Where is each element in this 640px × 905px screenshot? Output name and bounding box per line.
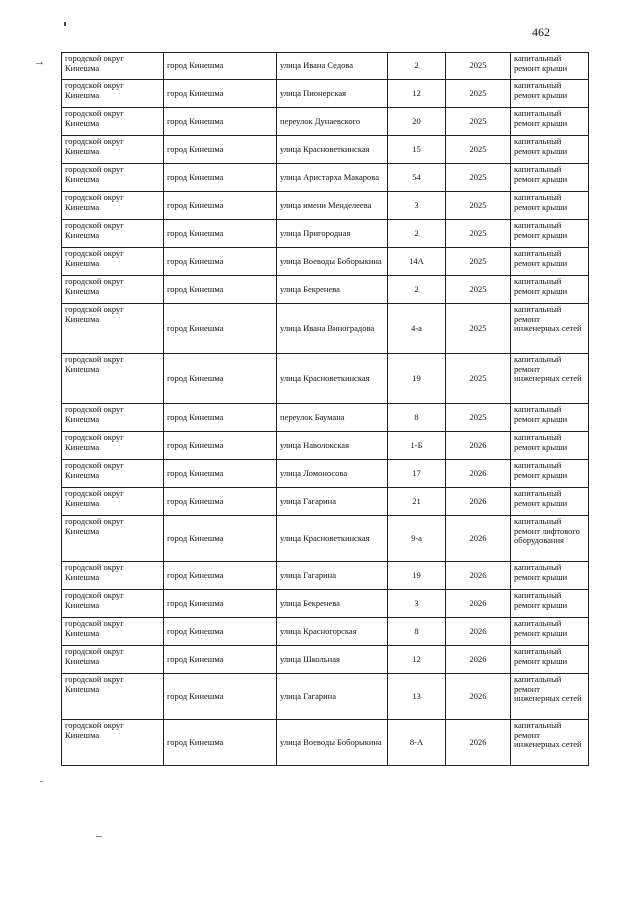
- margin-arrow-icon: →: [34, 56, 45, 68]
- street-cell: улица Бекренева: [277, 590, 388, 618]
- table-row: [62, 276, 589, 304]
- house-number-cell: 2: [388, 53, 446, 80]
- work-type-cell: капитальный ремонт крыши: [511, 460, 589, 488]
- city-cell: город Кинешма: [164, 136, 277, 164]
- house-number-cell: 54: [388, 164, 446, 192]
- house-number-cell: 2: [388, 220, 446, 248]
- district-cell: городской округ Кинешма: [62, 590, 164, 618]
- city-cell: город Кинешма: [164, 248, 277, 276]
- district-cell: городской округ Кинешма: [62, 562, 164, 590]
- work-type-cell: капитальный ремонт крыши: [511, 590, 589, 618]
- house-number-cell: 12: [388, 80, 446, 108]
- house-number-cell: 8: [388, 404, 446, 432]
- street-cell: улица Бекренева: [277, 276, 388, 304]
- table-row: [62, 248, 589, 276]
- work-type-cell: капитальный ремонт крыши: [511, 646, 589, 674]
- year-cell: 2026: [446, 488, 511, 516]
- table-row: [62, 618, 589, 646]
- house-number-cell: 4-а: [388, 304, 446, 354]
- street-cell: улица Наволокская: [277, 432, 388, 460]
- district-cell: городской округ Кинешма: [62, 248, 164, 276]
- work-type-cell: капитальный ремонт крыши: [511, 192, 589, 220]
- table-row: [62, 562, 589, 590]
- street-cell: улица Гагарина: [277, 562, 388, 590]
- work-type-cell: капитальный ремонт инженерных сетей: [511, 354, 589, 404]
- district-cell: городской округ Кинешма: [62, 646, 164, 674]
- street-cell: улица Красноветкинская: [277, 516, 388, 562]
- year-cell: 2025: [446, 108, 511, 136]
- district-cell: городской округ Кинешма: [62, 192, 164, 220]
- city-cell: город Кинешма: [164, 646, 277, 674]
- year-cell: 2026: [446, 590, 511, 618]
- city-cell: город Кинешма: [164, 590, 277, 618]
- repair-schedule-table: [61, 52, 589, 766]
- house-number-cell: 2: [388, 276, 446, 304]
- house-number-cell: 12: [388, 646, 446, 674]
- house-number-cell: 1-Б: [388, 432, 446, 460]
- street-cell: улица Воеводы Боборыкина: [277, 248, 388, 276]
- city-cell: город Кинешма: [164, 460, 277, 488]
- street-cell: улица Гагарина: [277, 488, 388, 516]
- house-number-cell: 15: [388, 136, 446, 164]
- district-cell: городской округ Кинешма: [62, 460, 164, 488]
- street-cell: улица Пригородная: [277, 220, 388, 248]
- district-cell: городской округ Кинешма: [62, 674, 164, 720]
- year-cell: 2025: [446, 192, 511, 220]
- work-type-cell: капитальный ремонт крыши: [511, 432, 589, 460]
- table-row: [62, 488, 589, 516]
- city-cell: город Кинешма: [164, 276, 277, 304]
- page-number: 462: [532, 25, 550, 39]
- work-type-cell: капитальный ремонт крыши: [511, 80, 589, 108]
- table-row: [62, 720, 589, 766]
- table-row: [62, 590, 589, 618]
- street-cell: улица Воеводы Боборыкина: [277, 720, 388, 766]
- table-row: [62, 516, 589, 562]
- work-type-cell: капитальный ремонт крыши: [511, 618, 589, 646]
- city-cell: город Кинешма: [164, 562, 277, 590]
- district-cell: городской округ Кинешма: [62, 354, 164, 404]
- work-type-cell: капитальный ремонт инженерных сетей: [511, 304, 589, 354]
- district-cell: городской округ Кинешма: [62, 432, 164, 460]
- city-cell: город Кинешма: [164, 516, 277, 562]
- year-cell: 2025: [446, 136, 511, 164]
- work-type-cell: капитальный ремонт крыши: [511, 220, 589, 248]
- street-cell: улица Ивана Седова: [277, 53, 388, 80]
- year-cell: 2026: [446, 646, 511, 674]
- district-cell: городской округ Кинешма: [62, 720, 164, 766]
- table-row: [62, 80, 589, 108]
- house-number-cell: 17: [388, 460, 446, 488]
- table-row: [62, 136, 589, 164]
- house-number-cell: 21: [388, 488, 446, 516]
- street-cell: переулок Дунаевского: [277, 108, 388, 136]
- street-cell: улица Аристарха Макарова: [277, 164, 388, 192]
- year-cell: 2025: [446, 220, 511, 248]
- street-cell: переулок Баумана: [277, 404, 388, 432]
- city-cell: город Кинешма: [164, 674, 277, 720]
- city-cell: город Кинешма: [164, 304, 277, 354]
- house-number-cell: 19: [388, 562, 446, 590]
- year-cell: 2025: [446, 304, 511, 354]
- table-row: [62, 304, 589, 354]
- street-cell: улица имени Менделеева: [277, 192, 388, 220]
- scan-speck: [96, 836, 102, 837]
- city-cell: город Кинешма: [164, 354, 277, 404]
- work-type-cell: капитальный ремонт крыши: [511, 164, 589, 192]
- district-cell: городской округ Кинешма: [62, 516, 164, 562]
- street-cell: улица Пионерская: [277, 80, 388, 108]
- street-cell: улица Красноветкинская: [277, 136, 388, 164]
- table-row: [62, 674, 589, 720]
- house-number-cell: 19: [388, 354, 446, 404]
- year-cell: 2025: [446, 248, 511, 276]
- street-cell: улица Гагарина: [277, 674, 388, 720]
- table-row: [62, 164, 589, 192]
- street-cell: улица Красноветкинская: [277, 354, 388, 404]
- year-cell: 2026: [446, 460, 511, 488]
- year-cell: 2025: [446, 80, 511, 108]
- table-row: [62, 53, 589, 80]
- house-number-cell: 3: [388, 192, 446, 220]
- city-cell: город Кинешма: [164, 404, 277, 432]
- year-cell: 2026: [446, 516, 511, 562]
- table-row: [62, 220, 589, 248]
- scan-speck: [40, 781, 43, 782]
- city-cell: город Кинешма: [164, 220, 277, 248]
- work-type-cell: капитальный ремонт крыши: [511, 248, 589, 276]
- district-cell: городской округ Кинешма: [62, 404, 164, 432]
- table-row: [62, 192, 589, 220]
- work-type-cell: капитальный ремонт инженерных сетей: [511, 720, 589, 766]
- year-cell: 2025: [446, 404, 511, 432]
- year-cell: 2026: [446, 432, 511, 460]
- work-type-cell: капитальный ремонт крыши: [511, 562, 589, 590]
- table-row: [62, 354, 589, 404]
- street-cell: улица Ивана Виноградова: [277, 304, 388, 354]
- city-cell: город Кинешма: [164, 618, 277, 646]
- table-row: [62, 404, 589, 432]
- street-cell: улица Ломоносова: [277, 460, 388, 488]
- table-row: [62, 432, 589, 460]
- table-row: [62, 108, 589, 136]
- district-cell: городской округ Кинешма: [62, 220, 164, 248]
- district-cell: городской округ Кинешма: [62, 276, 164, 304]
- year-cell: 2026: [446, 674, 511, 720]
- year-cell: 2025: [446, 276, 511, 304]
- district-cell: городской округ Кинешма: [62, 136, 164, 164]
- work-type-cell: капитальный ремонт крыши: [511, 108, 589, 136]
- district-cell: городской округ Кинешма: [62, 80, 164, 108]
- district-cell: городской округ Кинешма: [62, 53, 164, 80]
- work-type-cell: капитальный ремонт лифтового оборудования: [511, 516, 589, 562]
- house-number-cell: 8-А: [388, 720, 446, 766]
- street-cell: улица Школьная: [277, 646, 388, 674]
- year-cell: 2026: [446, 562, 511, 590]
- city-cell: город Кинешма: [164, 432, 277, 460]
- city-cell: город Кинешма: [164, 53, 277, 80]
- table-row: [62, 460, 589, 488]
- house-number-cell: 13: [388, 674, 446, 720]
- street-cell: улица Красногорская: [277, 618, 388, 646]
- district-cell: городской округ Кинешма: [62, 108, 164, 136]
- work-type-cell: капитальный ремонт крыши: [511, 136, 589, 164]
- house-number-cell: 8: [388, 618, 446, 646]
- house-number-cell: 3: [388, 590, 446, 618]
- city-cell: город Кинешма: [164, 80, 277, 108]
- city-cell: город Кинешма: [164, 164, 277, 192]
- house-number-cell: 14А: [388, 248, 446, 276]
- work-type-cell: капитальный ремонт крыши: [511, 488, 589, 516]
- work-type-cell: капитальный ремонт крыши: [511, 53, 589, 80]
- year-cell: 2025: [446, 354, 511, 404]
- house-number-cell: 20: [388, 108, 446, 136]
- year-cell: 2026: [446, 720, 511, 766]
- work-type-cell: капитальный ремонт крыши: [511, 404, 589, 432]
- city-cell: город Кинешма: [164, 488, 277, 516]
- year-cell: 2026: [446, 618, 511, 646]
- table-body: [62, 53, 589, 766]
- table-row: [62, 646, 589, 674]
- scan-tick-mark: [64, 22, 66, 26]
- city-cell: город Кинешма: [164, 108, 277, 136]
- year-cell: 2025: [446, 53, 511, 80]
- district-cell: городской округ Кинешма: [62, 304, 164, 354]
- year-cell: 2025: [446, 164, 511, 192]
- district-cell: городской округ Кинешма: [62, 618, 164, 646]
- work-type-cell: капитальный ремонт инженерных сетей: [511, 674, 589, 720]
- work-type-cell: капитальный ремонт крыши: [511, 276, 589, 304]
- city-cell: город Кинешма: [164, 720, 277, 766]
- district-cell: городской округ Кинешма: [62, 488, 164, 516]
- house-number-cell: 9-а: [388, 516, 446, 562]
- district-cell: городской округ Кинешма: [62, 164, 164, 192]
- city-cell: город Кинешма: [164, 192, 277, 220]
